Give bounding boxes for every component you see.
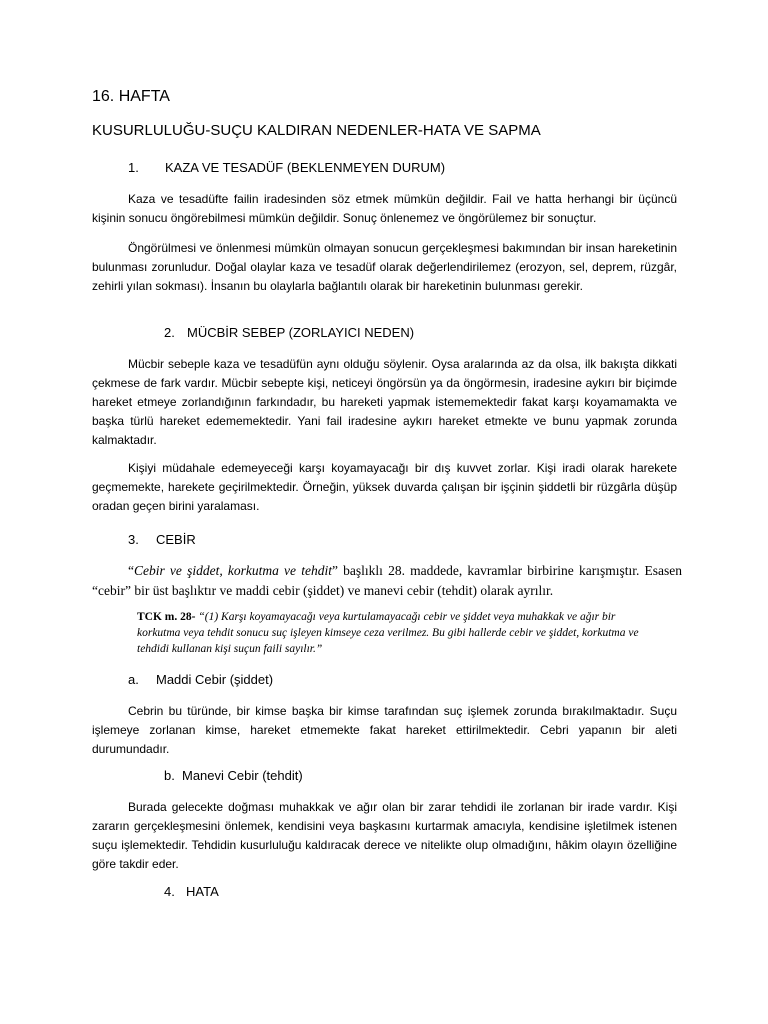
week-title: 16. HAFTA bbox=[92, 88, 170, 105]
section-2-paragraph-2: Kişiyi müdahale edemeyeceği karşı koyamayacağı bir dış kuvvet zorlar. Kişi iradi olarak harekete geçmemekte, harekete geçirilmektedir. Örneğin, yüksek duvarda çalışan bir işçinin şiddetli bir rüzgârla düşüp oradan geçen birini yaralaması. bbox=[92, 461, 677, 513]
section-3-lead-rest: ” başlıklı 28. maddede, kavramlar birbirine karışmıştır. Esasen “cebir” bir üst başlıktır ve maddi cebir (şiddet) ve manevi cebir (tehdit) olarak ayrılır. bbox=[92, 563, 682, 598]
subsection-a-heading bbox=[128, 672, 273, 687]
subsection-b-title: Manevi Cebir (tehdit) bbox=[182, 768, 303, 783]
section-3-lead-open-quote: “ bbox=[128, 563, 134, 578]
section-3-lead bbox=[92, 561, 682, 601]
section-4-number: 4. bbox=[164, 884, 175, 899]
section-3-lead-italic: Cebir ve şiddet, korkutma ve tehdit bbox=[134, 563, 332, 578]
section-2-paragraph-1: Mücbir sebeple kaza ve tesadüfün aynı olduğu söylenir. Oysa aralarında az da olsa, ilk bakışta dikkati çekmese de fark vardır. Mücbir sebepte kişi, neticeyi öngörsün ya da öngörmesin, iradesine aykırı bir biçimde hareket etmeye zorlandığının farkındadır, bu hareketi yapmak istememektedir fakat karşı koyamamakta ve başka türlü hareket edememektedir. Yani fail iradesine aykırı hareket etmekte ve bunu yapmak zorunda kalmaktadır. bbox=[92, 357, 677, 447]
tck-article-text: “(1) Karşı koyamayacağı veya kurtulamayacağı cebir ve şiddet veya muhakkak ve ağır bir korkutma veya tehdit sonucu suç işleyen kimseye ceza verilmez. Bu gibi hallerde cebir ve şiddet, korkutma ve tehdidi kullanan kişi suçun faili sayılır.” bbox=[137, 611, 639, 655]
section-1-title: KAZA VE TESADÜF (BEKLENMEYEN DURUM) bbox=[165, 160, 446, 175]
section-1-paragraph-1: Kaza ve tesadüfte failin iradesinden söz etmek mümkün değildir. Fail ve hatta herhangi bir üçüncü kişinin sonucu öngörebilmesi mümkün değildir. Sonuç önlenemez ve öngörülemez bir sonuçtur. bbox=[92, 192, 677, 225]
subsection-b-paragraph: Burada gelecekte doğması muhakkak ve ağır olan bir zarar tehdidi ile zorlanan bir irade vardır. Kişi zararın gerçekleşmesini önlemek, kendisini veya başkasını kurtarmak amacıyla, kendisine işletilmek istenen suçu işlemektedir. Tehdidin kusurluluğu kaldıracak derece ve nitelikte olup olmadığını, hâkim olayın özelliğine göre takdir eder. bbox=[92, 800, 677, 871]
section-2-heading bbox=[164, 325, 414, 340]
section-2-title: MÜCBİR SEBEP (ZORLAYICI NEDEN) bbox=[187, 325, 415, 340]
section-1-number: 1. bbox=[128, 160, 139, 175]
subsection-b-heading bbox=[164, 768, 303, 783]
subsection-a-paragraph: Cebrin bu türünde, bir kimse başka bir kimse tarafından suç işlemek zorunda bırakılmaktadır. Suçu işlemeye zorlanan kimse, hareket etmemekte fakat hareket ettirilmektedir. Cebri yapanın bir aleti durumundadır. bbox=[92, 704, 677, 756]
section-3-number: 3. bbox=[128, 532, 139, 547]
section-4-heading bbox=[164, 884, 219, 899]
main-title: KUSURLULUĞU-SUÇU KALDIRAN NEDENLER-HATA VE SAPMA bbox=[92, 122, 541, 139]
tck-article-quote bbox=[137, 609, 657, 657]
tck-article-label: TCK m. 28- bbox=[137, 611, 196, 623]
section-3-heading bbox=[128, 532, 196, 547]
section-4-title: HATA bbox=[186, 884, 219, 899]
subsection-a-letter: a. bbox=[128, 672, 139, 687]
section-1-heading bbox=[128, 160, 445, 175]
section-1-paragraph-2: Öngörülmesi ve önlenmesi mümkün olmayan sonucun gerçekleşmesi bakımından bir insan hareketinin bulunması zorunludur. Doğal olaylar kaza ve tesadüf olarak değerlendirilemez (erozyon, sel, deprem, rüzgâr, zehirli yılan sokması). İnsanın bu olaylarla bağlantılı olarak bir hareketinin bulunması gerekir. bbox=[92, 241, 677, 293]
section-3-title: CEBİR bbox=[156, 532, 196, 547]
section-2-number: 2. bbox=[164, 325, 175, 340]
subsection-b-letter: b. bbox=[164, 768, 175, 783]
subsection-a-title: Maddi Cebir (şiddet) bbox=[156, 672, 274, 687]
